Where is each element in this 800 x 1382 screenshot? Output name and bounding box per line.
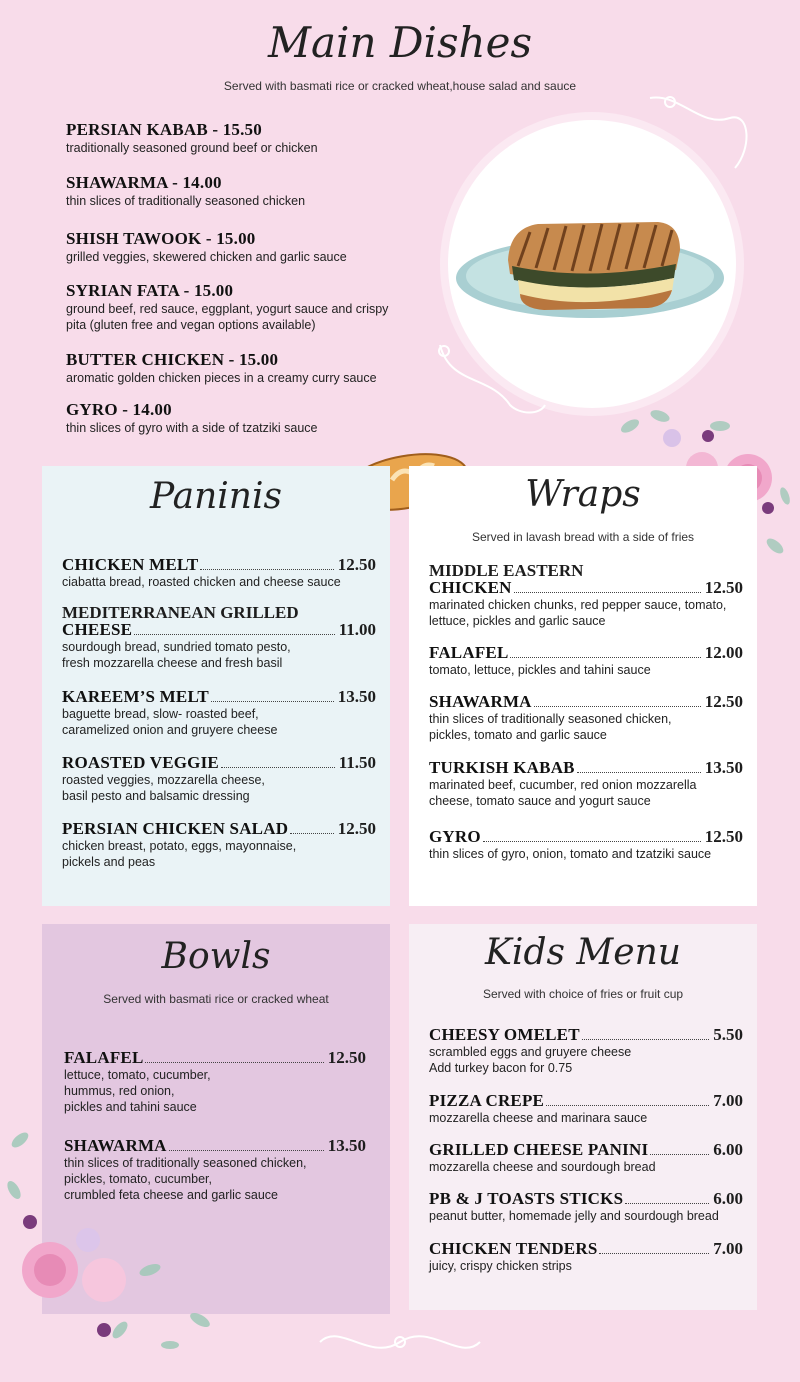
item-price: 12.50 [704,578,743,597]
kids-menu-title: Kids Menu [485,932,681,973]
item-name: SHAWARMA [64,1136,167,1155]
item-description: mozzarella cheese and marinara sauce [429,1111,648,1125]
item-price: 12.50 [337,555,376,574]
menu-item [66,400,426,436]
item-name: SHAWARMA - 14.00 [66,173,222,192]
menu-item [429,693,743,743]
item-name: CHEESY OMELET [429,1025,580,1044]
menu-item [429,1026,743,1076]
leader-dots [145,1062,323,1063]
wraps-title: Wraps [525,474,641,515]
item-price: 5.50 [713,1025,743,1044]
item-name: SHISH TAWOOK - 15.00 [66,229,256,248]
flourish-ornament [640,88,760,188]
item-price: 12.50 [337,819,376,838]
item-name: TURKISH KABAB [429,758,575,777]
item-price: 12.50 [327,1048,366,1067]
item-description: juicy, crispy chicken strips [429,1259,572,1273]
kids-menu-subtitle: Served with choice of fries or fruit cup [482,987,684,1001]
item-price: 11.00 [338,620,376,639]
item-price: 7.00 [713,1239,743,1258]
leader-dots [534,706,701,707]
item-description: chicken breast, potato, eggs, mayonnaise, pickels and peas [62,839,297,869]
item-description: scrambled eggs and gruyere cheese Add turkey bacon for 0.75 [429,1045,632,1075]
item-name: CHICKEN TENDERS [429,1239,598,1258]
bowls-title: Bowls [161,936,271,977]
leader-dots [221,767,335,768]
item-description: mozzarella cheese and sourdough bread [429,1160,656,1174]
menu-item [66,281,396,333]
item-description: grilled veggies, skewered chicken and garlic sauce [66,250,347,264]
menu-item [66,173,426,209]
item-price: 13.50 [704,758,743,777]
item-price: 6.00 [713,1140,743,1159]
menu-item [429,644,743,678]
item-name: BUTTER CHICKEN - 15.00 [66,350,279,369]
item-name: PERSIAN CHICKEN SALAD [62,819,289,838]
menu-item [62,820,376,870]
leader-dots [510,657,700,658]
menu-item [66,120,426,156]
menu-item [429,1240,743,1274]
menu-item [66,229,426,265]
leader-dots [546,1105,709,1106]
item-name: PB & J TOASTS STICKS [429,1189,624,1208]
item-price: 12.00 [704,643,743,662]
leader-dots [211,701,334,702]
menu-item [429,1092,743,1126]
paninis-title: Paninis [150,476,282,517]
floral-decoration-icon [0,1120,230,1360]
item-name: KAREEM’S MELT [62,687,209,706]
item-name: SYRIAN FATA - 15.00 [66,281,234,300]
item-description: baguette bread, slow- roasted beef, caramelized onion and gruyere cheese [62,707,278,737]
item-price: 13.50 [327,1136,366,1155]
menu-item [62,604,376,671]
item-description: roasted veggies, mozzarella cheese, basil pesto and balsamic dressing [62,773,265,803]
flourish-ornament [430,335,550,425]
item-description: tomato, lettuce, pickles and tahini sauce [429,663,651,677]
wraps-subtitle: Served in lavash bread with a side of fries [471,530,695,544]
leader-dots [134,634,335,635]
menu-item [66,350,426,386]
item-name: CHEESE [62,620,133,639]
item-description: lettuce, tomato, cucumber, hummus, red onion, pickles and tahini sauce [64,1068,211,1114]
menu-item [64,1049,366,1115]
item-name: GYRO - 14.00 [66,400,172,419]
item-name: FALAFEL [429,643,509,662]
leader-dots [514,592,701,593]
paninis-panel [42,466,390,906]
item-description: thin slices of traditionally seasoned chicken, pickles, tomato, cucumber, crumbled feta cheese and garlic sauce [64,1156,307,1202]
item-name: SHAWARMA [429,692,532,711]
item-name: PIZZA CREPE [429,1091,545,1110]
leader-dots [483,841,701,842]
item-name-line: MIDDLE EASTERN [429,561,584,580]
menu-item [429,1141,743,1175]
menu-item [429,562,743,629]
flourish-ornament [310,1322,490,1362]
item-description: thin slices of traditionally seasoned chicken, pickles, tomato and garlic sauce [429,712,672,742]
leader-dots [200,569,333,570]
item-name: FALAFEL [64,1048,144,1067]
item-name: CHICKEN [429,578,512,597]
item-description: peanut butter, homemade jelly and sourdough bread [429,1209,719,1223]
item-description: marinated beef, cucumber, red onion mozzarella cheese, tomato sauce and yogurt sauce [429,778,697,808]
item-price: 12.50 [704,692,743,711]
item-price: 7.00 [713,1091,743,1110]
item-name: ROASTED VEGGIE [62,753,219,772]
item-name: PERSIAN KABAB - 15.50 [66,120,262,139]
menu-item [429,828,743,862]
menu-item [429,1190,743,1224]
item-description: ciabatta bread, roasted chicken and cheese sauce [62,575,341,589]
item-description: thin slices of gyro with a side of tzatziki sauce [66,421,318,435]
item-description: traditionally seasoned ground beef or chicken [66,141,318,155]
item-description: ground beef, red sauce, eggplant, yogurt sauce and crispy pita (gluten free and vegan options available) [66,302,389,332]
bowls-subtitle: Served with basmati rice or cracked wheat [103,992,329,1006]
item-price: 12.50 [704,827,743,846]
item-price: 11.50 [338,753,376,772]
item-name: GYRO [429,827,481,846]
item-name: GRILLED CHEESE PANINI [429,1140,649,1159]
item-name: CHICKEN MELT [62,555,199,574]
leader-dots [625,1203,709,1204]
menu-item [62,754,376,804]
main-dishes-subtitle: Served with basmati rice or cracked wheat,house salad and sauce [223,79,577,93]
main-dishes-title: Main Dishes [268,18,532,67]
menu-item [62,556,376,590]
kids-menu-panel [409,924,757,1310]
menu-item [429,759,743,809]
leader-dots [582,1039,709,1040]
wraps-panel [409,466,757,906]
item-description: sourdough bread, sundried tomato pesto, fresh mozzarella cheese and fresh basil [62,640,291,670]
leader-dots [599,1253,709,1254]
item-name-line: MEDITERRANEAN GRILLED [62,603,299,622]
item-description: marinated chicken chunks, red pepper sauce, tomato, lettuce, pickles and garlic sauce [429,598,727,628]
item-price: 6.00 [713,1189,743,1208]
item-description: thin slices of traditionally seasoned chicken [66,194,306,208]
menu-item [62,688,376,738]
item-description: thin slices of gyro, onion, tomato and tzatziki sauce [429,847,712,861]
leader-dots [577,772,701,773]
leader-dots [650,1154,709,1155]
item-description: aromatic golden chicken pieces in a creamy curry sauce [66,371,377,385]
leader-dots [290,833,334,834]
item-price: 13.50 [337,687,376,706]
